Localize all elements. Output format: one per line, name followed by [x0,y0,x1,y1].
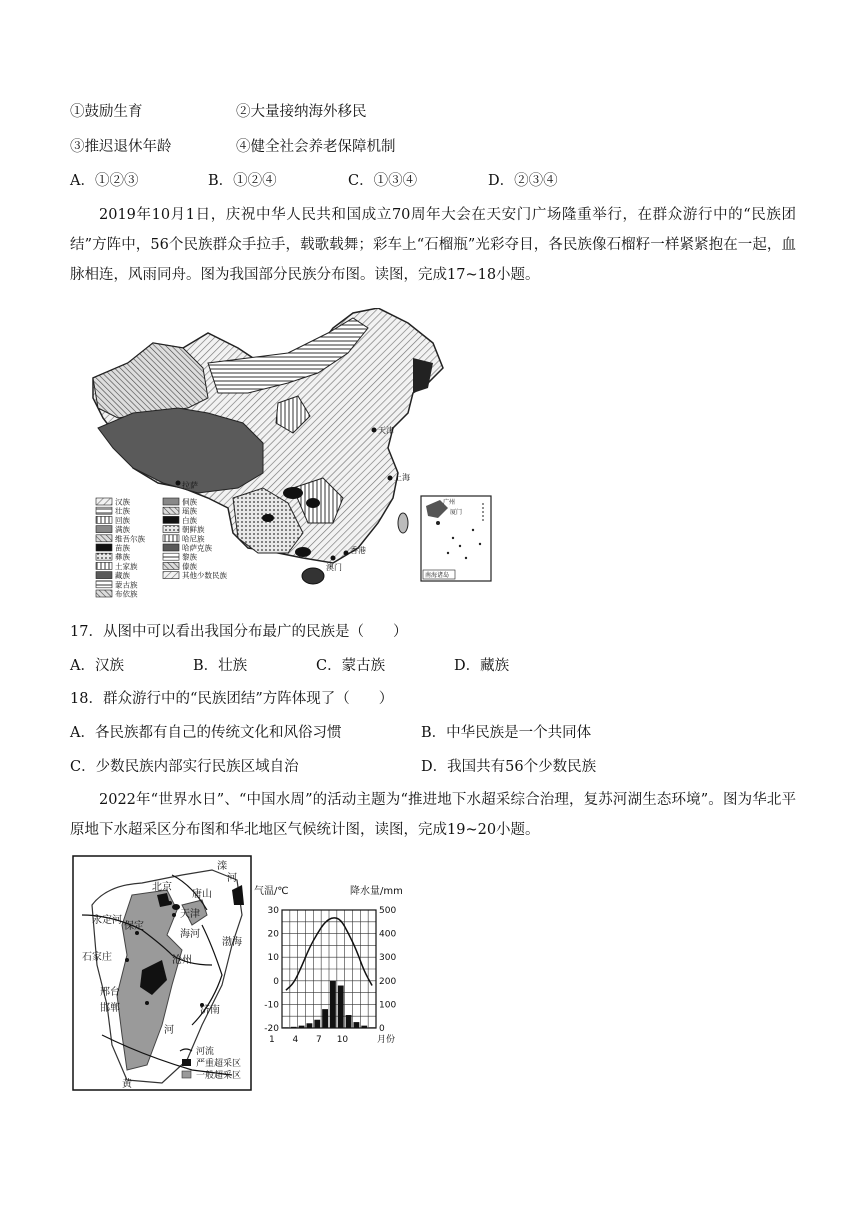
q18-stem: 18．群众游行中的“民族团结”方阵体现了（ ） [70,691,394,707]
legend-swatch [163,535,179,542]
month-tick-label: 1 [269,1035,275,1045]
city-label-macau: 澳门 [326,563,342,572]
legend-label: 回族 [115,515,130,525]
q16-option-c: C．①③④ [348,173,418,189]
map2-label-cangzhou: 沧州 [172,955,192,966]
temp-tick-label: 30 [267,906,279,916]
chart-xlabel: 月份 [376,1035,396,1045]
precip-bar [299,1026,305,1028]
legend-label: 其他少数民族 [182,571,227,581]
q16-option-a: A．①②③ [70,173,139,189]
legend-label: 汉族 [115,497,130,507]
legend-swatch [96,535,112,542]
legend-swatch [163,562,179,569]
legend-swatch [163,526,179,533]
legend-label: 布依族 [115,589,138,599]
temp-tick-label: 20 [267,929,279,940]
map2-label-jinan: 济南 [200,1005,220,1016]
precip-bar [346,1015,352,1028]
month-tick-label: 4 [292,1035,299,1045]
legend-label: 土家族 [115,561,138,571]
precip-tick-label: 100 [379,1000,397,1011]
precip-tick-label: 500 [379,906,397,916]
temp-tick-label: 0 [273,976,279,987]
precip-bar [307,1023,313,1028]
map2-label-huang: 黄 [122,1079,132,1090]
city-label-shanghai: 上海 [394,473,410,482]
map2-label-shijiazhuang: 石家庄 [82,952,112,963]
ethnic-distribution-map [88,308,503,604]
q16-item-3: ③推迟退休年龄 [70,139,172,155]
q16-item-1: ①鼓励生育 [70,104,143,120]
city-label-tianjin: 天津 [378,426,394,435]
legend-label: 瑶族 [182,506,197,516]
legend-label: 白族 [182,515,197,525]
legend-label: 彝族 [115,552,130,562]
precip-bar [330,981,336,1028]
legend-swatch [96,507,112,514]
month-tick-label: 10 [336,1035,349,1045]
legend-label: 苗族 [115,543,130,553]
legend-swatch [163,507,179,514]
q16-item-2: ②大量接纳海外移民 [236,104,367,120]
legend-label: 藏族 [115,571,130,581]
map2-label-bohai: 渤海 [222,937,242,948]
q17-stem: 17．从图中可以看出我国分布最广的民族是（ ） [70,624,408,640]
chart-ylabel-left: 气温/℃ [254,886,289,897]
q17-option-a: A．汉族 [70,658,124,674]
map2-label-handan: 邯郸 [100,1003,120,1014]
groundwater-map [72,855,252,1091]
q17-option-b: B．壮族 [193,658,248,674]
city-label-lhasa: 拉萨 [182,481,198,490]
legend-swatch [163,544,179,551]
precip-tick-label: 300 [379,953,397,964]
legend-label: 蒙古族 [115,580,138,590]
temp-tick-label: -20 [264,1024,279,1034]
legend-swatch [96,516,112,523]
legend-swatch [96,562,112,569]
map2-label-tianjin: 天津 [180,909,200,920]
climate-chart [252,880,402,1055]
precip-bar [322,1009,328,1028]
q16-item-4: ④健全社会养老保障机制 [236,139,396,155]
temp-tick-label: -10 [264,1000,279,1011]
q18-option-c: C．少数民族内部实行民族区域自治 [70,759,299,775]
q16-option-b: B．①②④ [208,173,277,189]
map2-label-tangshan: 唐山 [192,889,212,900]
map2-legend-river: 河流 [196,1047,215,1057]
q18-option-b: B．中华民族是一个共同体 [421,725,592,741]
legend-swatch [96,526,112,533]
map2-label-beijing: 北京 [152,882,172,893]
legend-swatch [96,590,112,597]
legend-swatch [96,572,112,579]
month-tick-label: 7 [316,1035,322,1045]
map2-label-he-1: 河 [227,873,237,884]
legend-label: 哈萨克族 [182,543,212,553]
legend-label: 黎族 [182,552,197,562]
ethnic-map-legend [96,497,227,599]
precip-bar [338,986,344,1028]
legend-swatch [96,553,112,560]
precip-tick-label: 0 [379,1024,385,1034]
legend-swatch [163,516,179,523]
q17-option-d: D．藏族 [454,658,510,674]
map2-label-haihe: 海河 [180,929,200,940]
inset-label-south-china-sea: 南海诸岛 [425,572,450,579]
map2-label-xingtai: 邢台 [100,987,120,998]
precip-bar [369,1027,375,1028]
inset-label-xiamen: 厦门 [450,509,463,516]
precip-bar [361,1026,367,1028]
q18-option-d: D．我国共有56个少数民族 [421,759,597,775]
legend-swatch [96,544,112,551]
inset-label-guangzhou: 广州 [443,499,456,506]
intro-paragraph-19-20: 2022年“世界水日”、“中国水周”的活动主题为“推进地下水超采综合治理，复苏河湖生态环境”。图为华北平原地下水超采区分布图和华北地区气候统计图，读图，完成19~20小题。 [70,792,796,838]
map2-label-yongding-river: 永定河 [92,915,122,926]
legend-label: 维吾尔族 [115,534,145,544]
map2-label-baoding: 保定 [124,921,144,932]
q17-option-c: C．蒙古族 [316,658,386,674]
map2-legend-general: 一般超采区 [196,1071,242,1081]
legend-label: 朝鲜族 [182,525,205,535]
legend-label: 傣族 [182,561,197,571]
temp-tick-label: 10 [267,953,279,964]
precip-tick-label: 200 [379,976,397,987]
intro-paragraph-17-18: 2019年10月1日，庆祝中华人民共和国成立70周年大会在天安门广场隆重举行，在群众游行中的“民族团结”方阵中，56个民族群众手拉手，载歌载舞；彩车上“石榴瓶”光彩夺目，各民族像石榴籽一样紧紧抱在一起，血脉相连，风雨同舟。图为我国部分民族分布图。读图，完成17~18小题。 [70,207,796,283]
legend-swatch [163,572,179,579]
map2-label-luan: 滦 [217,861,227,872]
q18-option-a: A．各民族都有自己的传统文化和风俗习惯 [70,725,342,741]
q16-option-d: D．②③④ [488,173,558,189]
precip-bar [354,1022,360,1028]
legend-label: 满族 [115,525,130,535]
legend-label: 哈尼族 [182,534,205,544]
precip-bar [291,1027,297,1028]
precip-bar [314,1020,320,1028]
precip-bar [283,1027,289,1028]
city-label-hongkong: 香港 [350,546,366,555]
legend-swatch [163,498,179,505]
legend-label: 壮族 [115,506,130,516]
legend-label: 侗族 [182,497,197,507]
legend-swatch [96,581,112,588]
precip-tick-label: 400 [379,929,397,940]
chart-ylabel-right: 降水量/mm [350,886,402,897]
map2-legend-severe: 严重超采区 [196,1059,242,1069]
legend-swatch [96,498,112,505]
map2-label-he-2: 河 [164,1025,174,1036]
legend-swatch [163,553,179,560]
